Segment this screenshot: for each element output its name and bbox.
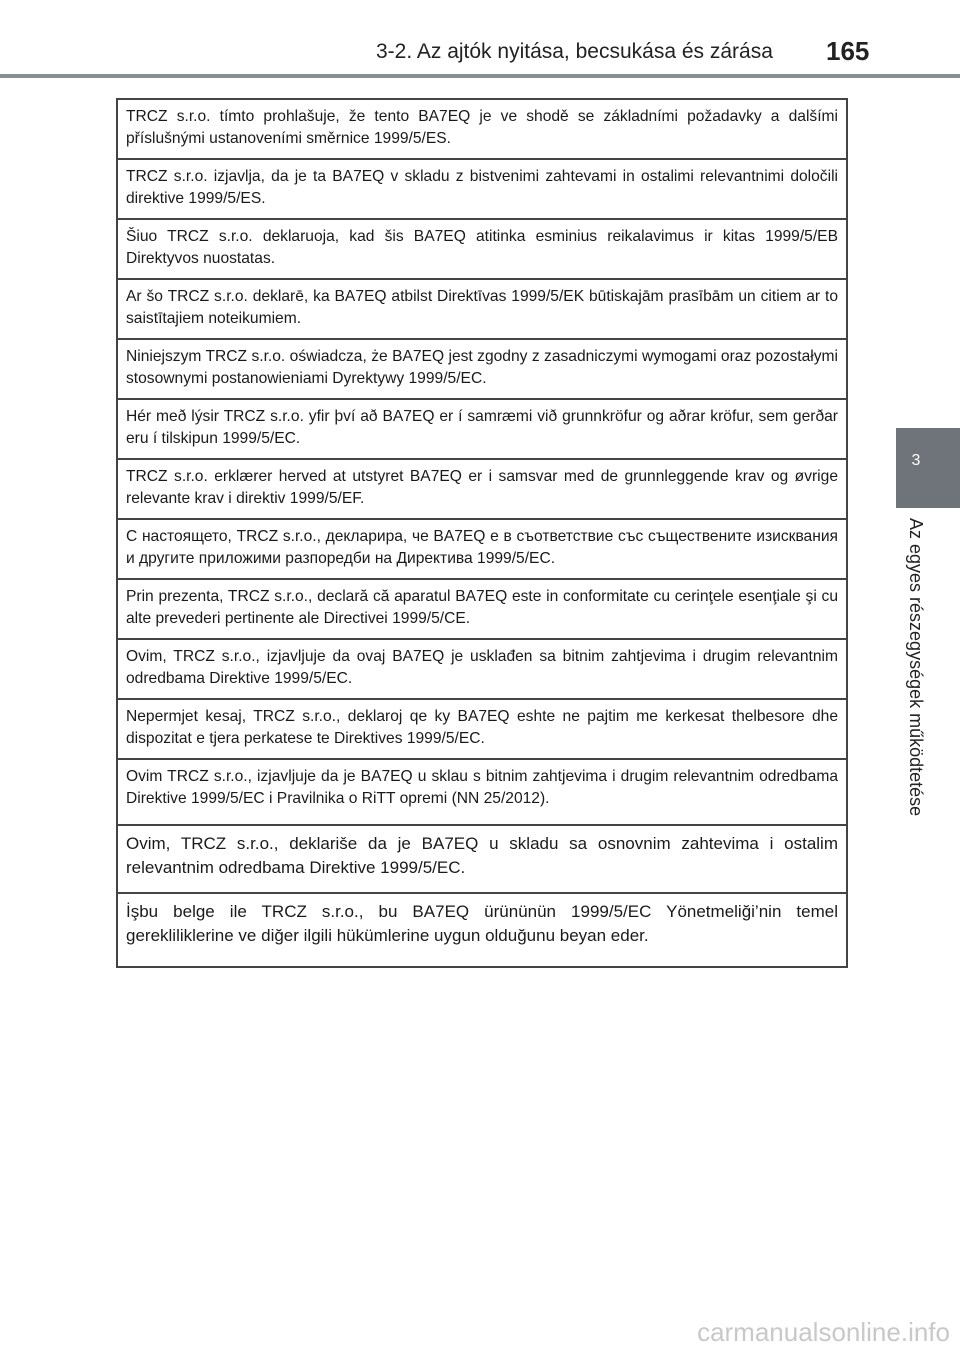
declaration-romanian: Prin prezenta, TRCZ s.r.o., declară că aparatul BA7EQ este in conformitate cu cerinţele esenţiale şi cu alte prevederi pertinente ale Directivei 1999/5/CE. <box>118 580 846 640</box>
page-number: 165 <box>826 36 870 66</box>
declaration-serbian: Ovim, TRCZ s.r.o., deklariše da je BA7EQ u skladu sa osnovnim zahtevima i ostalim relevantnim odredbama Direktive 1999/5/EC. <box>118 826 846 894</box>
declaration-slovenian: TRCZ s.r.o. izjavlja, da je ta BA7EQ v skladu z bistvenimi zahtevami in ostalimi relevantnimi določili direktive 1999/5/ES. <box>118 160 846 220</box>
declaration-bosnian: Ovim, TRCZ s.r.o., izjavljuje da ovaj BA7EQ je usklađen sa bitnim zahtjevima i drugim relevantnim odredbama Direktive 1999/5/EC. <box>118 640 846 700</box>
declaration-bulgarian: С настоящето, TRCZ s.r.o., декларира, че BA7EQ е в съответствие със съществените изисквания и другите приложими разпоредби на Директива 1999/5/EC. <box>118 520 846 580</box>
declaration-croatian: Ovim TRCZ s.r.o., izjavljuje da je BA7EQ u sklau s bitnim zahtjevima i drugim relevantnim odredbama Direktive 1999/5/EC i Pravilnika o RiTT opremi (NN 25/2012). <box>118 760 846 826</box>
declaration-latvian: Ar šo TRCZ s.r.o. deklarē, ka BA7EQ atbilst Direktīvas 1999/5/EK būtiskajām prasībām un citiem ar to saistītajiem noteikumiem. <box>118 280 846 340</box>
page-header <box>0 0 960 80</box>
header-rule <box>0 74 960 78</box>
chapter-caption: Az egyes részegységek működtetése <box>906 518 926 817</box>
declaration-polish: Niniejszym TRCZ s.r.o. oświadcza, że BA7EQ jest zgodny z zasadniczymi wymogami oraz pozostałymi stosownymi postanowieniami Dyrektywy 1999/5/EC. <box>118 340 846 400</box>
declaration-albanian: Nepermjet kesaj, TRCZ s.r.o., deklaroj qe ky BA7EQ eshte ne pajtim me kerkesat thelbesore dhe dispozitat e tjera perkatese te Direktives 1999/5/EC. <box>118 700 846 760</box>
chapter-number: 3 <box>911 452 921 469</box>
declaration-icelandic: Hér með lýsir TRCZ s.r.o. yfir því að BA7EQ er í samræmi við grunnkröfur og aðrar kröfur, sem gerðar eru í tilskipun 1999/5/EC. <box>118 400 846 460</box>
declarations-table <box>116 98 848 968</box>
section-title: 3-2. Az ajtók nyitása, becsukása és zárása <box>376 40 773 63</box>
declaration-norwegian: TRCZ s.r.o. erklærer herved at utstyret BA7EQ er i samsvar med de grunnleggende krav og øvrige relevante krav i direktiv 1999/5/EF. <box>118 460 846 520</box>
declaration-czech: TRCZ s.r.o. tímto prohlašuje, že tento BA7EQ je ve shodě se základními požadavky a dalšími příslušnými ustanoveními směrnice 1999/5/ES. <box>118 100 846 160</box>
watermark-text: carmanualsonline.info <box>697 1317 950 1347</box>
declaration-turkish: İşbu belge ile TRCZ s.r.o., bu BA7EQ ürününün 1999/5/EC Yönetmeliği’nin temel gerekliliklerine ve diğer ilgili hükümlerine uygun olduğunu beyan eder. <box>126 902 838 945</box>
chapter-tab <box>896 428 960 508</box>
declaration-lithuanian: Šiuo TRCZ s.r.o. deklaruoja, kad šis BA7EQ atitinka esminius reikalavimus ir kitas 1999/5/EB Direktyvos nuostatas. <box>118 220 846 280</box>
